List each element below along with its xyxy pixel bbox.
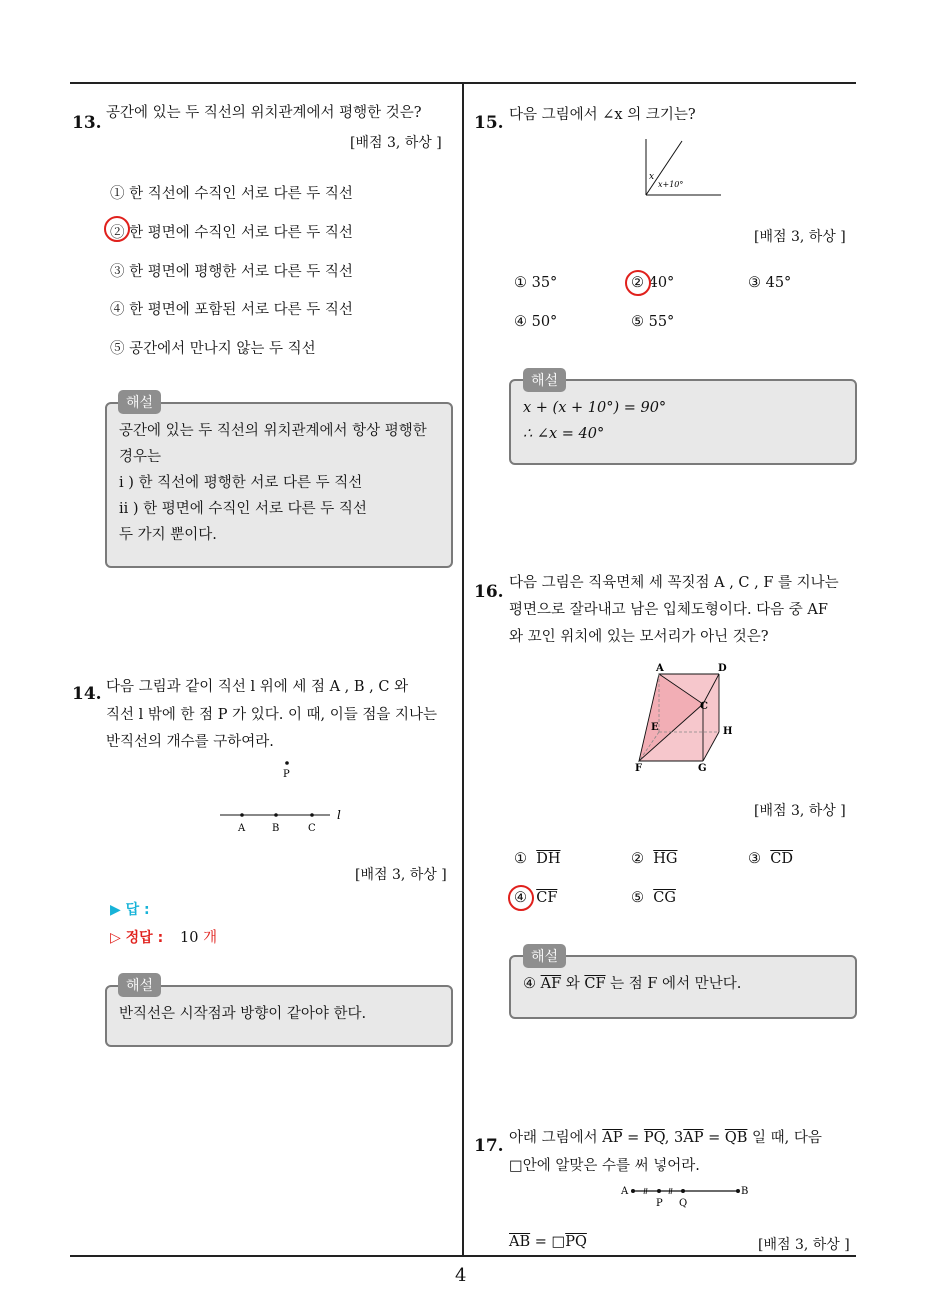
q17-label-p: P	[656, 1198, 663, 1209]
q14-number: 14.	[72, 684, 102, 704]
q17-label-q: Q	[679, 1198, 688, 1209]
q16-option-4-segment: $\overline{CF}$	[536, 890, 558, 906]
q17-formula-pq: $\overline{PQ}$	[565, 1234, 587, 1250]
q16-figure	[630, 660, 740, 775]
q17-question-line-2: □안에 알맞은 수를 써 넣어라.	[509, 1158, 700, 1174]
q17-mid: , 3	[664, 1130, 684, 1146]
q15-question: 다음 그림에서 ∠x 의 크기는?	[509, 107, 696, 123]
q16-option-4-mark: ④	[514, 890, 527, 906]
q14-question-line-3: 반직선의 개수를 구하여라.	[106, 734, 274, 750]
q14-label-a: A	[238, 823, 246, 834]
q16-solution-mark: ④	[523, 976, 536, 992]
q14-correct-label: ▷ 정답 :	[110, 930, 164, 946]
q14-point-a	[240, 813, 244, 817]
q17-number: 17.	[474, 1136, 504, 1156]
q14-correct-value	[180, 926, 217, 947]
q16-meta: [배점 3, 하상 ]	[754, 803, 846, 819]
q14-question-line-1: 다음 그림과 같이 직선 l 위에 세 점 A , B , C 와	[106, 679, 409, 695]
q13-solution-line-5: 두 가지 뿐이다.	[119, 527, 217, 543]
q16-option-5[interactable]	[631, 890, 676, 906]
q13-number: 13.	[72, 113, 102, 133]
q16-label-f: F	[635, 763, 643, 774]
q14-figure	[215, 758, 355, 838]
q13-meta: [배점 3, 하상 ]	[350, 135, 442, 151]
q14-label-b: B	[272, 823, 280, 834]
q14-label-l: l	[337, 808, 341, 822]
q15-answer-circle	[625, 270, 651, 296]
q13-option-1[interactable]: ① 한 직선에 수직인 서로 다른 두 직선	[110, 186, 353, 202]
q16-option-3-segment: $\overline{CD}$	[770, 851, 793, 867]
q13-option-2[interactable]: ② 한 평면에 수직인 서로 다른 두 직선	[110, 225, 353, 241]
q13-answer-circle	[104, 216, 130, 242]
q15-number: 15.	[474, 113, 504, 133]
q16-option-5-mark: ⑤	[631, 890, 644, 906]
q14-solution-text: 반직선은 시작점과 방향이 같아야 한다.	[119, 1006, 367, 1022]
q15-label-expr: x+10°	[658, 180, 684, 189]
q16-solution-text	[523, 971, 843, 997]
q14-point-p	[285, 761, 289, 765]
q16-question-line-3: 와 꼬인 위치에 있는 모서리가 아닌 것은?	[509, 629, 769, 645]
q17-formula-ab: $\overline{AB}$	[509, 1234, 531, 1250]
q14-meta: [배점 3, 하상 ]	[355, 867, 447, 883]
q15-solution-line-1: x + (x + 10°) = 90°	[523, 400, 667, 416]
q17-question-post: 일 때, 다음	[752, 1130, 822, 1146]
q16-label-h: H	[723, 726, 733, 737]
q15-option-5[interactable]: ⑤ 55°	[631, 314, 675, 330]
q17-label-a: A	[621, 1186, 629, 1197]
q16-solution-seg-af: $\overline{AF}$	[540, 976, 562, 992]
q15-option-3[interactable]: ③ 45°	[748, 275, 792, 291]
q13-question: 공간에 있는 두 직선의 위치관계에서 평행한 것은?	[106, 105, 422, 121]
q15-solution-tag: 해설	[523, 368, 566, 392]
q15-figure	[640, 136, 725, 201]
q13-solution-line-1: 공간에 있는 두 직선의 위치관계에서 항상 평행한	[119, 423, 427, 439]
q16-option-3[interactable]	[748, 851, 793, 867]
q16-label-g: G	[698, 763, 707, 774]
q14-label-p: P	[283, 769, 290, 780]
page-number: 4	[455, 1265, 467, 1286]
q16-solution-seg-cf: $\overline{CF}$	[584, 976, 606, 992]
q17-seg-ap-2: $\overline{AP}$	[683, 1130, 704, 1146]
q17-formula-eq: = □	[530, 1234, 566, 1250]
q15-label-x: x	[649, 172, 655, 182]
q16-option-1-mark: ①	[514, 851, 527, 867]
q16-option-1[interactable]	[514, 851, 561, 867]
q17-label-b: B	[741, 1186, 749, 1197]
q16-option-5-segment: $\overline{CG}$	[653, 890, 676, 906]
q16-label-a: A	[656, 663, 664, 674]
q16-label-d: D	[718, 663, 727, 674]
q13-option-3[interactable]: ③ 한 평면에 평행한 서로 다른 두 직선	[110, 264, 353, 280]
q15-meta: [배점 3, 하상 ]	[754, 229, 846, 245]
q16-answer-circle	[508, 885, 534, 911]
q16-solution-tag: 해설	[523, 944, 566, 968]
q16-label-c: C	[700, 701, 708, 712]
bottom-rule	[70, 1255, 856, 1257]
q14-answer-input[interactable]	[185, 898, 335, 918]
q16-option-2[interactable]	[631, 851, 677, 867]
q15-option-4[interactable]: ④ 50°	[514, 314, 558, 330]
q14-answer-label: ▶ 답 :	[110, 902, 150, 918]
q15-solution-line-2: ∴ ∠x = 40°	[523, 426, 605, 442]
q14-label-c: C	[308, 823, 316, 834]
q17-seg-ap: $\overline{AP}$	[602, 1130, 623, 1146]
q13-solution-line-3: i ) 한 직선에 평행한 서로 다른 두 직선	[119, 475, 363, 491]
q14-point-b	[274, 813, 278, 817]
q16-number: 16.	[474, 582, 504, 602]
q17-seg-qb: $\overline{QB}$	[724, 1130, 748, 1146]
q17-question-line-1: 아래 그림에서 $\overline{AP} = \overline{PQ}$, $3\overline{AP} = \overline{QB}$ 일 때, 다음	[509, 1130, 822, 1146]
q17-formula	[509, 1229, 587, 1255]
q14-solution-tag: 해설	[118, 973, 161, 997]
q16-option-3-mark: ③	[748, 851, 761, 867]
q13-option-5[interactable]: ⑤ 공간에서 만나지 않는 두 직선	[110, 341, 316, 357]
q17-figure	[618, 1182, 753, 1212]
q16-option-1-segment: $\overline{DH}$	[536, 851, 561, 867]
q16-solution-conj: 와	[565, 976, 580, 992]
q16-option-2-mark: ②	[631, 851, 644, 867]
q17-question-pre: 아래 그림에서	[509, 1130, 598, 1146]
q16-question-line-1: 다음 그림은 직육면체 세 꼭짓점 A , C , F 를 지나는	[509, 575, 839, 591]
q13-solution-box	[105, 402, 453, 568]
q14-point-c	[310, 813, 314, 817]
q13-solution-line-4: ii ) 한 평면에 수직인 서로 다른 두 직선	[119, 501, 367, 517]
q16-option-2-segment: $\overline{HG}$	[653, 851, 678, 867]
q14-correct-unit: 개	[203, 930, 218, 946]
q13-solution-tag: 해설	[118, 390, 161, 414]
q15-option-2[interactable]: ② 40°	[631, 275, 675, 291]
q13-option-4[interactable]: ④ 한 평면에 포함된 서로 다른 두 직선	[110, 302, 353, 318]
q17-meta: [배점 3, 하상 ]	[758, 1237, 850, 1253]
q16-question-line-2: 평면으로 잘라내고 남은 입체도형이다. 다음 중 AF	[509, 602, 828, 618]
q17-seg-pq: $\overline{PQ}$	[643, 1130, 665, 1146]
q16-solution-post: 는 점 F 에서 만난다.	[610, 976, 742, 992]
q13-solution-line-2: 경우는	[119, 449, 162, 465]
q14-question-line-2: 직선 l 밖에 한 점 P 가 있다. 이 때, 이들 점을 지나는	[106, 707, 438, 723]
q15-option-1[interactable]: ① 35°	[514, 275, 558, 291]
q16-label-e: E	[651, 722, 659, 733]
column-divider	[462, 84, 464, 1256]
q14-correct-number: 10	[180, 930, 199, 946]
